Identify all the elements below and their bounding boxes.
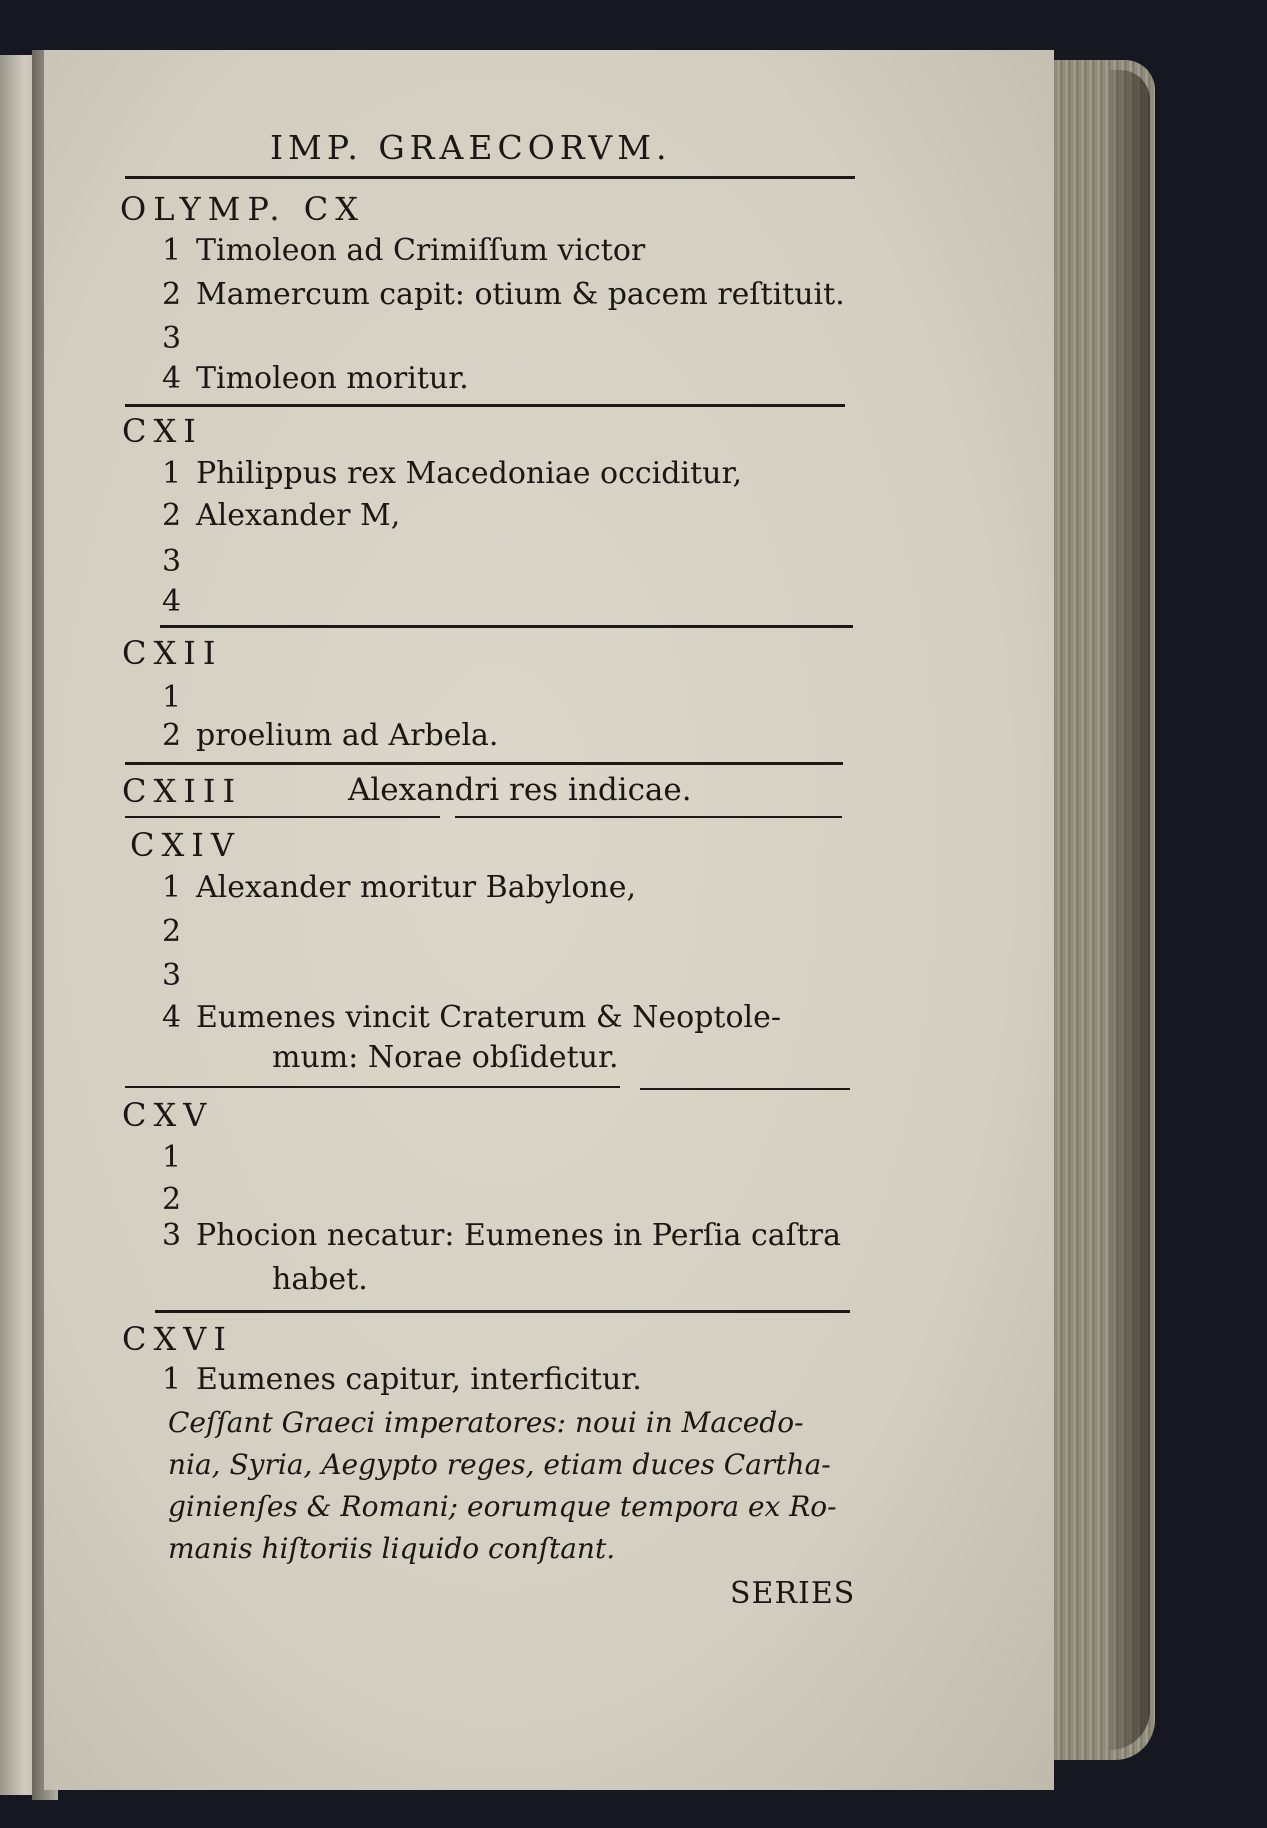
entry-cxii-2 [162, 718, 498, 753]
entry-text: Alexander moritur Babylone, [196, 870, 637, 905]
entry-number: 4 [162, 584, 182, 619]
entry-text: Timoleon ad Crimiſſum victor [196, 233, 646, 268]
section-rule [160, 625, 853, 628]
entry-cxi-2 [162, 498, 400, 533]
entry-number: 3 [162, 1218, 182, 1253]
entry-cxiv-1 [162, 870, 636, 905]
entry-number: 3 [162, 544, 182, 579]
entry-text: proelium ad Arbela. [196, 718, 499, 753]
section-rule [455, 816, 842, 818]
section-rule [155, 1310, 850, 1313]
running-head: IMP. GRAECORVM. [270, 128, 672, 167]
entry-cx-1 [162, 233, 645, 268]
entry-number: 1 [162, 1362, 182, 1397]
section-rule [125, 1086, 620, 1088]
catchword: SERIES [730, 1576, 856, 1611]
olympiad-heading-cxiii: CXIII [122, 772, 243, 810]
entry-number: 1 [162, 1140, 182, 1175]
olympiad-heading-cxi: CXI [122, 412, 203, 450]
olympiad-heading-cxv: CXV [122, 1096, 214, 1134]
entry-text: Mamercum capit: otium & pacem reſtituit. [196, 277, 845, 312]
section-rule [125, 762, 843, 765]
entry-number: 2 [162, 277, 182, 312]
entry-text: Eumenes vincit Craterum & Neoptole- [196, 1000, 782, 1035]
olympiad-heading-cxvi: CXVI [122, 1320, 234, 1358]
entry-text: Timoleon moritur. [196, 361, 469, 396]
entry-cx-4 [162, 361, 469, 396]
italic-note-line-4: manis hiſtoriis liquido conſtant. [168, 1532, 616, 1565]
italic-note-line-2: nia, Syria, Aegypto reges, etiam duces Cartha- [168, 1448, 831, 1481]
section-rule [125, 404, 845, 407]
section-rule [125, 816, 440, 818]
entry-number: 2 [162, 498, 182, 533]
entry-cxi-1 [162, 456, 742, 491]
entry-number: 1 [162, 870, 182, 905]
entry-cxi-4 [162, 584, 196, 619]
entry-text: Phocion necatur: Eumenes in Perſia caſtra [196, 1218, 842, 1253]
olympiad-note-cxiii: Alexandri res indicae. [348, 772, 692, 808]
entry-cxiv-4-continuation: mum: Norae obſidetur. [272, 1040, 619, 1075]
entry-number: 3 [162, 321, 182, 356]
entry-cxv-1 [162, 1140, 196, 1175]
entry-number: 2 [162, 914, 182, 949]
section-rule [640, 1088, 850, 1090]
olympiad-heading-cxiv: CXIV [130, 826, 242, 864]
entry-number: 4 [162, 361, 182, 396]
olympiad-heading-cxii: CXII [122, 634, 223, 672]
italic-note-line-3: ginienſes & Romani; eorumque tempora ex Ro- [168, 1490, 837, 1523]
entry-cxii-1 [162, 680, 196, 715]
entry-number: 1 [162, 456, 182, 491]
entry-number: 1 [162, 233, 182, 268]
entry-number: 2 [162, 718, 182, 753]
entry-text: Alexander M, [196, 498, 401, 533]
entry-cxvi-1 [162, 1362, 642, 1397]
entry-cxv-3-continuation: habet. [272, 1262, 368, 1297]
header-rule [125, 176, 855, 179]
entry-cx-3 [162, 321, 196, 356]
olympiad-heading-cx: OLYMP. CX [120, 190, 365, 228]
italic-note-line-1: Ceſſant Graeci imperatores: noui in Macedo- [168, 1406, 804, 1439]
entry-number: 3 [162, 958, 182, 993]
entry-cxiv-3 [162, 958, 196, 993]
entry-number: 4 [162, 1000, 182, 1035]
entry-cxi-3 [162, 544, 196, 579]
entry-number: 1 [162, 680, 182, 715]
entry-cxv-2 [162, 1182, 196, 1217]
entry-cx-2 [162, 277, 845, 312]
entry-cxiv-4 [162, 1000, 781, 1035]
entry-cxv-3 [162, 1218, 841, 1253]
entry-number: 2 [162, 1182, 182, 1217]
entry-text: Eumenes capitur, interficitur. [196, 1362, 642, 1397]
entry-text: Philippus rex Macedoniae occiditur, [196, 456, 743, 491]
entry-cxiv-2 [162, 914, 196, 949]
